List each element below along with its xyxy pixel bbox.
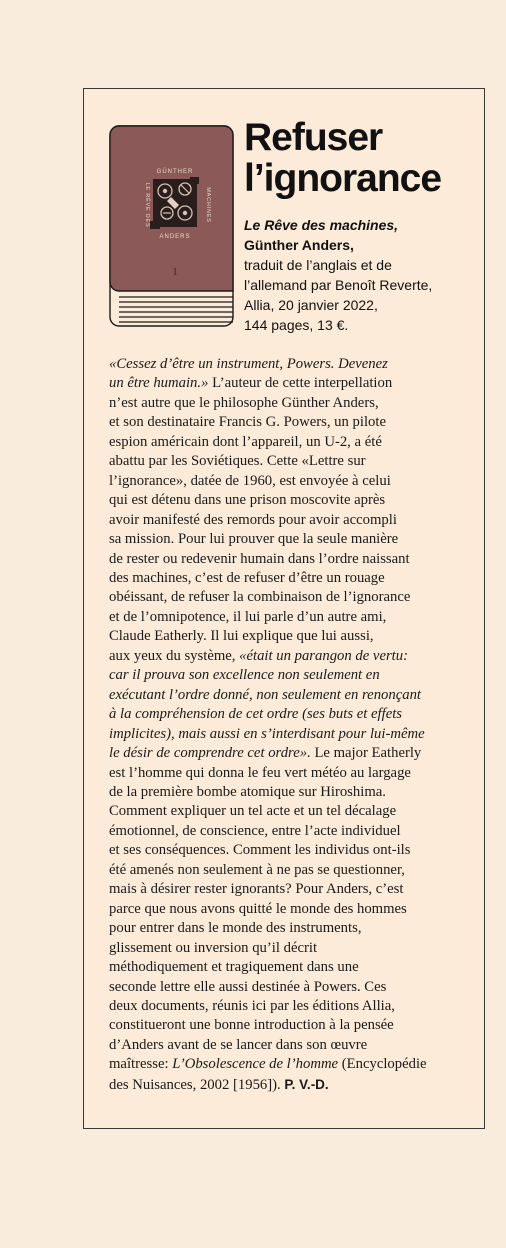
body-line: n’est autre que le philosophe Günther Anders, — [109, 394, 379, 411]
body-text: (Encyclopédie — [338, 1056, 427, 1073]
book-cover-drawing — [109, 125, 235, 329]
publication-detail: 144 pages, 13 €. — [244, 317, 349, 333]
body-line: méthodiquement et tragiquement dans une — [109, 959, 359, 976]
body-line: l’ignorance», datée de 1960, est envoyée à celui — [109, 472, 391, 489]
cited-book-title: L’Obsolescence de l’homme — [172, 1056, 339, 1073]
body-line — [109, 1055, 474, 1074]
book-title: Le Rêve des machines, — [244, 217, 399, 233]
body-line — [109, 374, 474, 393]
body-text: L’auteur de cette interpellation — [208, 375, 393, 392]
body-line: et son destinataire Francis G. Powers, un pilote — [109, 414, 386, 431]
body-line: de rester ou redevenir humain dans l’ordre naissant — [109, 550, 410, 567]
body-line: espion américain dont l’appareil, un U-2, a été — [109, 433, 382, 450]
body-text: Le major Eatherly — [310, 745, 422, 762]
body-line — [109, 744, 474, 763]
cover-volume-mark: 1 — [172, 266, 178, 278]
body-line: deux documents, réunis ici par les éditions Allia, — [109, 997, 395, 1014]
body-line: parce que nous avons quitté le monde des hommes — [109, 900, 407, 917]
body-line: de la première bombe atomique sur Hiroshima. — [109, 783, 386, 800]
body-line: qui est détenu dans une prison moscovite après — [109, 492, 386, 509]
quote-text: le désir de comprendre cet ordre». — [109, 745, 311, 762]
body-line: pour entrer dans le monde des instruments, — [109, 920, 362, 937]
body-line: obéissant, de refuser la combinaison de l’ignorance — [109, 589, 411, 606]
review-body — [109, 355, 474, 1095]
body-line: sa mission. Pour lui prouver que la seule manière — [109, 531, 399, 548]
review-title-line: Refuser — [244, 116, 383, 159]
body-line — [109, 705, 474, 724]
body-text: aux yeux du système, — [109, 647, 240, 664]
book-author: Günther Anders, — [244, 237, 354, 253]
review-title — [244, 117, 480, 199]
machine-emblem-icon — [150, 177, 199, 229]
quote-text: exécutant l’ordre donné, non seulement en renonçant — [109, 686, 422, 703]
body-line: et de l’omnipotence, il lui parle d’un autre ami, — [109, 608, 387, 625]
body-line: été amenés non seulement à ne pas se questionner, — [109, 861, 405, 878]
publication-detail: traduit de l’anglais et de — [244, 257, 392, 273]
book-review-card — [83, 88, 485, 1129]
body-text: des Nuisances, 2002 [1956]). — [109, 1076, 285, 1093]
quote-text: implicites), mais aussi en s’interdisant pour lui-même — [109, 725, 425, 742]
publication-detail: l’allemand par Benoît Reverte, — [244, 277, 433, 293]
quote-text: «était un parangon de vertu: — [239, 647, 409, 664]
cover-side-title-right: MACHINES — [205, 187, 211, 223]
body-line: constitueront une bonne introduction à la pensée — [109, 1017, 394, 1034]
body-line: et ses conséquences. Comment les individus ont-ils — [109, 842, 411, 859]
body-line — [109, 647, 474, 666]
body-line: avoir manifesté des remords pour avoir accompli — [109, 511, 397, 528]
body-line — [109, 1075, 474, 1095]
body-line — [109, 355, 474, 374]
quote-text: «Cessez d’être un instrument, Powers. Devenez — [109, 356, 388, 372]
book-cover-illustration — [109, 125, 235, 329]
body-text: maîtresse: — [109, 1056, 173, 1073]
body-line — [109, 725, 474, 744]
body-line: glissement ou inversion qu’il décrit — [109, 939, 318, 956]
review-title-line: l’ignorance — [244, 157, 442, 200]
body-line: des machines, c’est de refuser d’être un rouage — [109, 569, 385, 586]
quote-text: à la compréhension de cet ordre (ses buts et effets — [109, 706, 403, 723]
cover-side-title-left: LE RÊVE DES — [144, 182, 150, 228]
body-line: mais à désirer rester ignorants? Pour Anders, c’est — [109, 881, 404, 898]
review-signature: P. V.-D. — [284, 1076, 329, 1092]
body-line: seconde lettre elle aussi destinée à Powers. Ces — [109, 978, 387, 995]
publication-detail: Allia, 20 janvier 2022, — [244, 297, 378, 313]
body-line: d’Anders avant de se lancer dans son œuvre — [109, 1036, 368, 1053]
quote-text: car il prouva son excellence non seulement en — [109, 667, 380, 684]
quote-text: un être humain.» — [109, 375, 209, 392]
cover-author-label-bottom: ANDERS — [159, 234, 191, 240]
body-line: abattu par les Soviétiques. Cette «Lettre sur — [109, 453, 366, 470]
book-metadata — [244, 215, 480, 335]
body-line: émotionnel, de conscience, entre l’acte individuel — [109, 822, 401, 839]
body-line: est l’homme qui donna le feu vert météo au largage — [109, 764, 411, 781]
body-line: Claude Eatherly. Il lui explique que lui aussi, — [109, 628, 374, 645]
cover-author-label: GÜNTHER — [156, 169, 194, 175]
body-line: Comment expliquer un tel acte et un tel décalage — [109, 803, 397, 820]
body-line — [109, 686, 474, 705]
body-line — [109, 666, 474, 685]
